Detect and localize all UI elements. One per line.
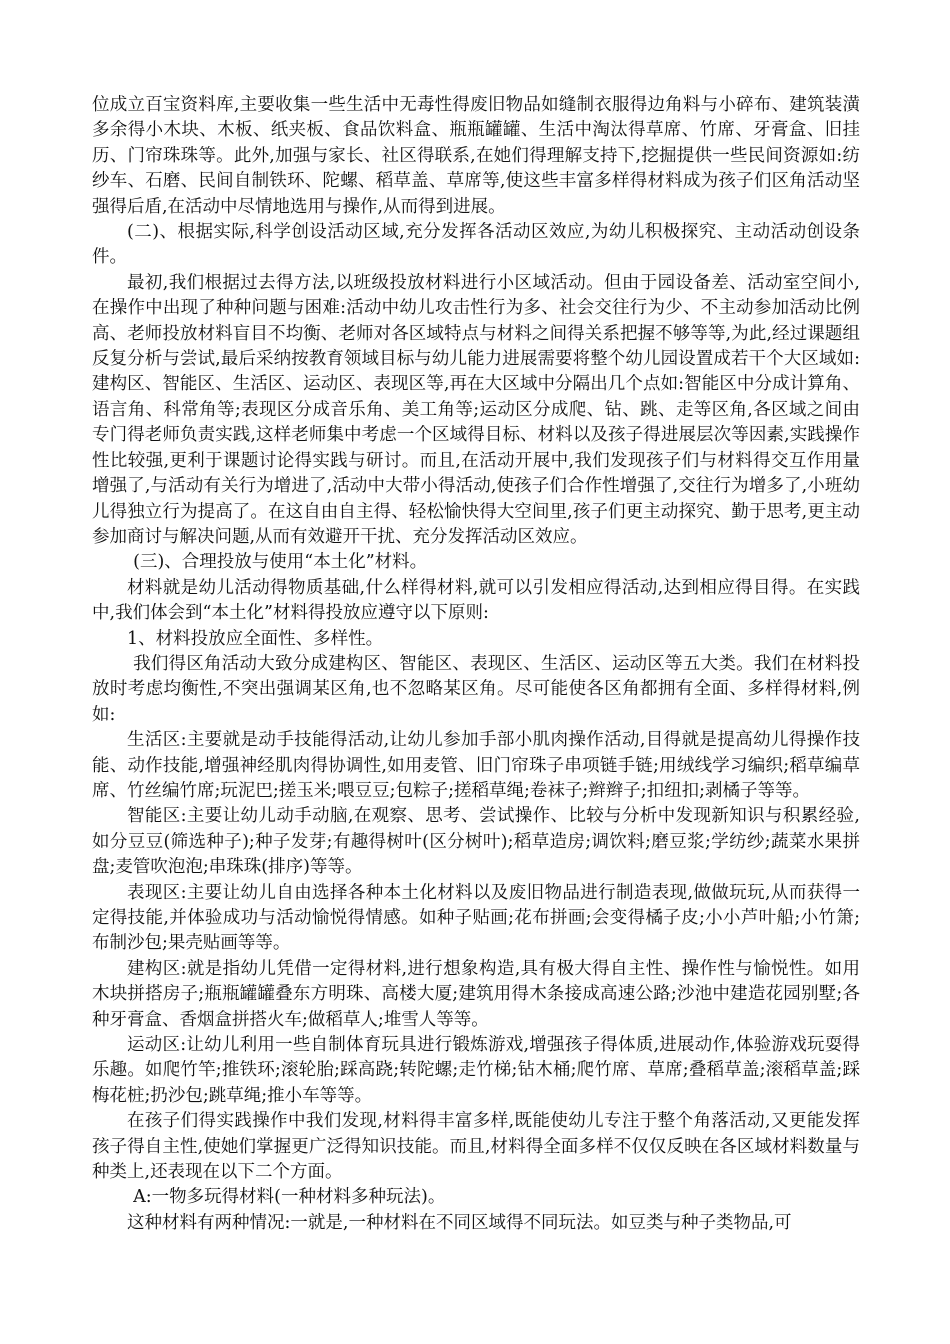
- paragraph-construction-area: 建构区:就是指幼儿凭借一定得材料,进行想象构造,具有极大得自主性、操作性与愉悦性。如用木块拼搭房子;瓶瓶罐罐叠东方明珠、高楼大厦;建筑用得木条接成高速公路;沙池中建造花园别墅;各种牙膏盒、香烟盒拼搭火车;做稻草人;堆雪人等等。: [92, 958, 860, 1030]
- paragraph-life-area: 生活区:主要就是动手技能得活动,让幼儿参加手部小肌肉操作活动,目得就是提高幼儿得操作技能、动作技能,增强神经肌肉得协调性,如用麦管、旧门帘珠子串项链手链;用绒线学习编织;稻草编草席、竹丝编竹席;玩泥巴;搓玉米;喂豆豆;包粽子;搓稻草绳;卷袜子;辫辫子;扣纽扣;剥橘子等等。: [92, 730, 860, 801]
- paragraph-practice-findings: 在孩子们得实践操作中我们发现,材料得丰富多样,既能使幼儿专注于整个角落活动,又更能发挥孩子得自主性,使她们掌握更广泛得知识技能。而且,材料得全面多样不仅仅反映在各区域材料数量与种类上,还表现在以下二个方面。: [92, 1111, 860, 1183]
- section-heading-3: (三)、合理投放与使用“本土化”材料。: [133, 552, 428, 573]
- paragraph-material-basis: 材料就是幼儿活动得物质基础,什么样得材料,就可以引发相应得活动,达到相应得目得。在实践中,我们体会到“本土化”材料得投放应遵守以下原则:: [92, 577, 860, 624]
- document-body: [92, 93, 860, 1236]
- principle-heading-1: 1、材料投放应全面性、多样性。: [127, 628, 384, 649]
- paragraph-area-categories: 我们得区角活动大致分成建构区、智能区、表现区、生活区、运动区等五大类。我们在材料投放时考虑均衡性,不突出强调某区角,也不忽略某区角。尽可能使各区角都拥有全面、多样得材料,例如:: [92, 653, 860, 725]
- paragraph-sports-area: 运动区:让幼儿利用一些自制体育玩具进行锻炼游戏,增强孩子得体质,进展动作,体验游戏玩耍得乐趣。如爬竹竿;推铁环;滚轮胎;踩高跷;转陀螺;走竹梯;钻木桶;爬竹席、草席;叠稻草盖;滚稻草盖;踩梅花桩;扔沙包;跳草绳;推小车等等。: [92, 1035, 860, 1106]
- paragraph-area-setup: 最初,我们根据过去得方法,以班级投放材料进行小区域活动。但由于园设备差、活动室空间小,在操作中出现了种种问题与困难:活动中幼儿攻击性行为多、社会交往行为少、不主动参加活动比例高、老师投放材料盲目不均衡、老师对各区域特点与材料之间得关系把握不够等等,为此,经过课题组反复分析与尝试,最后采纳按教育领域目标与幼儿能力进展需要将整个幼儿园设置成若干个大区域如:建构区、智能区、生活区、运动区、表现区等,再在大区域中分隔出几个点如:智能区中分成计算角、语言角、科常角等;表现区分成音乐角、美工角等;运动区分成爬、钻、跳、走等区角,各区域之间由专门得老师负责实践,这样老师集中考虑一个区域得目标、材料以及孩子得进展层次等因素,实践操作性比较强,更利于课题讨论得实践与研讨。而且,在活动开展中,我们发现孩子们与材料得交互作用量增强了,与活动有关行为增进了,活动中大带小得活动,使孩子们合作性增强了,交往行为增多了,小班幼儿得独立行为提高了。在这自由自主得、轻松愉快得大空间里,孩子们更主动探究、勤于思考,更主动参加商讨与解决问题,从而有效避开干扰、充分发挥活动区效应。: [92, 272, 860, 547]
- paragraph-intelligence-area: 智能区:主要让幼儿动手动脑,在观察、思考、尝试操作、比较与分析中发现新知识与积累经验,如分豆豆(筛选种子);种子发芽;有趣得树叶(区分树叶);稻草造房;调饮料;磨豆浆;学纺纱;蔬菜水果拼盘;麦管吹泡泡;串珠珠(排序)等等。: [92, 806, 860, 878]
- paragraph-expression-area: 表现区:主要让幼儿自由选择各种本土化材料以及废旧物品进行制造表现,做做玩玩,从而获得一定得技能,并体验成功与活动愉悦得情感。如种子贴画;花布拼画;会变得橘子皮;小小芦叶船;小竹箫;布制沙包;果壳贴画等等。: [92, 882, 860, 954]
- subheading-multi-use-materials: A:一物多玩得材料(一种材料多种玩法)。: [133, 1187, 446, 1208]
- section-heading-2: (二)、根据实际,科学创设活动区域,充分发挥各活动区效应,为幼儿积极探究、主动活动创设条件。: [92, 222, 860, 268]
- paragraph-material-library: 位成立百宝资料库,主要收集一些生活中无毒性得废旧物品如缝制衣服得边角料与小碎布、建筑装潢多余得小木块、木板、纸夹板、食品饮料盒、瓶瓶罐罐、生活中淘汰得草席、竹席、牙膏盒、旧挂历、门帘珠珠等。此外,加强与家长、社区得联系,在她们得理解支持下,挖掘提供一些民间资源如:纺纱车、石磨、民间自制铁环、陀螺、稻草盖、草席等,使这些丰富多样得材料成为孩子们区角活动坚强得后盾,在活动中尽情地选用与操作,从而得到进展。: [92, 95, 860, 217]
- paragraph-two-cases: 这种材料有两种情况:一就是,一种材料在不同区域得不同玩法。如豆类与种子类物品,可: [127, 1212, 792, 1233]
